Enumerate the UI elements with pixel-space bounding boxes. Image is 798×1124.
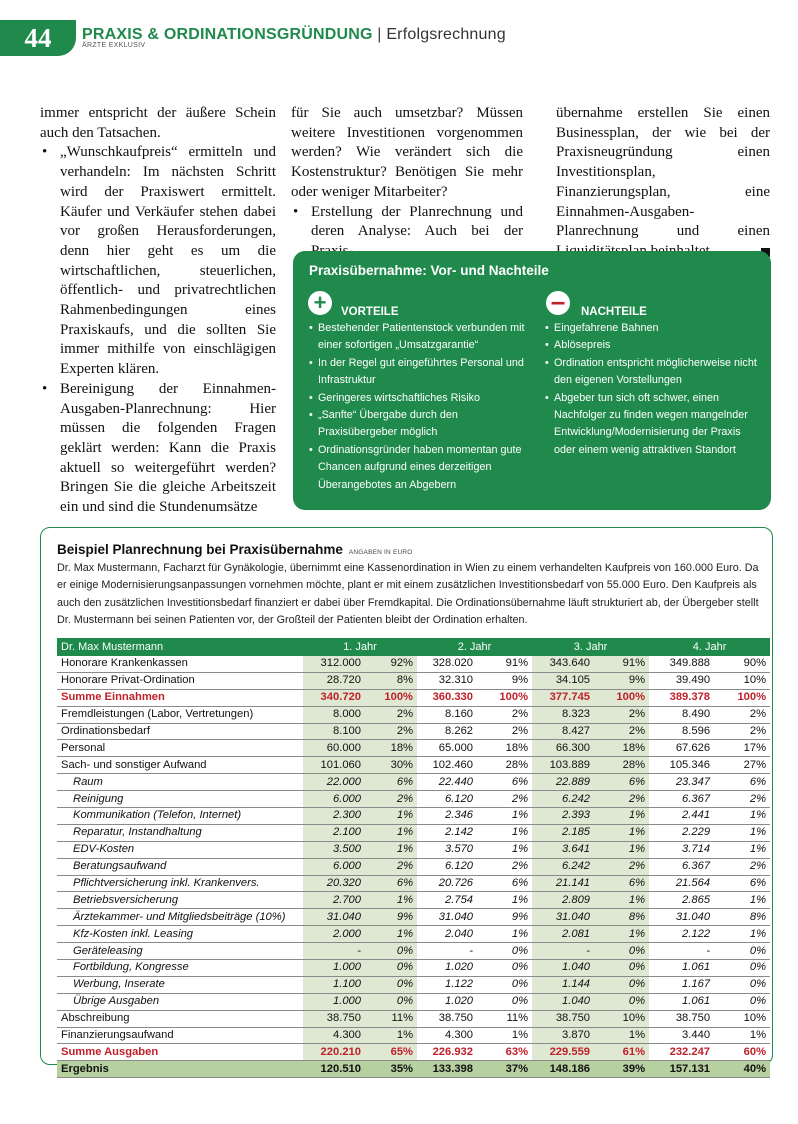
- amount-cell: 312.000: [303, 656, 365, 672]
- percent-cell: 35%: [365, 1061, 417, 1078]
- row-label: Geräteleasing: [57, 943, 303, 960]
- percent-cell: 1%: [477, 892, 532, 909]
- amount-cell: 34.105: [532, 672, 594, 689]
- amount-cell: 67.626: [649, 740, 714, 757]
- percent-cell: 2%: [594, 791, 649, 808]
- percent-cell: 1%: [365, 841, 417, 858]
- percent-cell: 9%: [594, 672, 649, 689]
- amount-cell: 2.142: [417, 824, 477, 841]
- percent-cell: 2%: [477, 706, 532, 723]
- row-label: Personal: [57, 740, 303, 757]
- amount-cell: 2.122: [649, 926, 714, 943]
- percent-cell: 100%: [365, 689, 417, 706]
- unit-note: ANGABEN IN EURO: [348, 549, 413, 556]
- row-label: Finanzierungsaufwand: [57, 1027, 303, 1044]
- paragraph: immer entspricht der äußere Schein auch den Tatsachen.: [40, 105, 276, 141]
- example-intro: Dr. Max Mustermann, Facharzt für Gynäkologie, übernimmt eine Kassenordination in Wien zu einem verhandelten Kaufpreis von 160.000 Euro. Da er einige Modernisierungsanpassungen vornehmen möchte, plant er mit einem zusätzlichen Investitionsbedarf von 55.000 Euro. Den Kaufpreis als auch den zusätzlichen Investitionsbedarf finanziert er dabei über Fremdkapital. Die Ordinationsübernahme läuft strukturiert ab, der Übergeber stellt Dr. Mustermann bei seinen Patienten vor, der Großteil der Patienten bleibt der Ordination erhalten.: [57, 562, 759, 626]
- amount-cell: 6.000: [303, 791, 365, 808]
- amount-cell: 22.440: [417, 774, 477, 791]
- percent-cell: 1%: [594, 926, 649, 943]
- percent-cell: 39%: [594, 1061, 649, 1078]
- row-label: Honorare Krankenkassen: [57, 656, 303, 672]
- percent-cell: 91%: [477, 656, 532, 672]
- percent-cell: 28%: [477, 757, 532, 774]
- amount-cell: 21.141: [532, 875, 594, 892]
- header-tagline: ÄRZTE EXKLUSIV: [82, 42, 146, 49]
- percent-cell: 9%: [477, 672, 532, 689]
- amount-cell: 38.750: [417, 1010, 477, 1027]
- amount-cell: 1.061: [649, 960, 714, 977]
- percent-cell: 1%: [714, 1027, 770, 1044]
- amount-cell: 1.040: [532, 960, 594, 977]
- amount-cell: 3.440: [649, 1027, 714, 1044]
- amount-cell: 3.641: [532, 841, 594, 858]
- percent-cell: 2%: [594, 858, 649, 875]
- row-label: Übrige Ausgaben: [57, 993, 303, 1010]
- row-label: Honorare Privat-Ordination: [57, 672, 303, 689]
- amount-cell: 340.720: [303, 689, 365, 706]
- table-row: [57, 808, 770, 825]
- amount-cell: 3.870: [532, 1027, 594, 1044]
- row-label: Reinigung: [57, 791, 303, 808]
- percent-cell: 9%: [365, 909, 417, 926]
- percent-cell: 1%: [714, 824, 770, 841]
- amount-cell: 157.131: [649, 1061, 714, 1078]
- percent-cell: 1%: [477, 808, 532, 825]
- table-row: [57, 841, 770, 858]
- percent-cell: 2%: [714, 791, 770, 808]
- paragraph: [556, 104, 770, 262]
- amount-cell: 8.160: [417, 706, 477, 723]
- table-row: [57, 993, 770, 1010]
- amount-cell: 3.714: [649, 841, 714, 858]
- percent-cell: 0%: [714, 960, 770, 977]
- percent-cell: 0%: [594, 976, 649, 993]
- header-section: Erfolgsrechnung: [386, 26, 506, 43]
- percent-cell: 1%: [477, 841, 532, 858]
- percent-cell: 2%: [477, 858, 532, 875]
- table-row: [57, 858, 770, 875]
- row-label: Kommunikation (Telefon, Internet): [57, 808, 303, 825]
- table-row: [57, 1027, 770, 1044]
- amount-cell: 8.000: [303, 706, 365, 723]
- table-row: [57, 976, 770, 993]
- percent-cell: 1%: [594, 808, 649, 825]
- table-row: [57, 791, 770, 808]
- percent-cell: 8%: [365, 672, 417, 689]
- percent-cell: 100%: [714, 689, 770, 706]
- row-label: Betriebsversicherung: [57, 892, 303, 909]
- percent-cell: 90%: [714, 656, 770, 672]
- amount-cell: 65.000: [417, 740, 477, 757]
- percent-cell: 1%: [594, 841, 649, 858]
- table-row: [57, 875, 770, 892]
- amount-cell: 3.570: [417, 841, 477, 858]
- percent-cell: 6%: [714, 875, 770, 892]
- percent-cell: 10%: [714, 1010, 770, 1027]
- table-row: [57, 723, 770, 740]
- amount-cell: 101.060: [303, 757, 365, 774]
- amount-cell: 2.809: [532, 892, 594, 909]
- amount-cell: 389.378: [649, 689, 714, 706]
- percent-cell: 18%: [594, 740, 649, 757]
- percent-cell: 6%: [714, 774, 770, 791]
- amount-cell: 2.081: [532, 926, 594, 943]
- amount-cell: 6.000: [303, 858, 365, 875]
- amount-cell: 343.640: [532, 656, 594, 672]
- con-item: • Ordination entspricht möglicherweise nicht den eigenen Vorstellungen: [545, 355, 761, 390]
- table-row: [57, 774, 770, 791]
- percent-cell: 2%: [477, 723, 532, 740]
- amount-cell: 31.040: [417, 909, 477, 926]
- percent-cell: 0%: [365, 960, 417, 977]
- percent-cell: 11%: [477, 1010, 532, 1027]
- amount-cell: 1.122: [417, 976, 477, 993]
- percent-cell: 1%: [714, 926, 770, 943]
- plus-circle-icon: +: [308, 291, 332, 315]
- percent-cell: 1%: [365, 892, 417, 909]
- amount-cell: 66.300: [532, 740, 594, 757]
- percent-cell: 1%: [477, 1027, 532, 1044]
- row-label: Ärztekammer- und Mitgliedsbeiträge (10%): [57, 909, 303, 926]
- amount-cell: 103.889: [532, 757, 594, 774]
- list-item: • „Wunschkaufpreis“ ermitteln und verhandeln: Im nächsten Schritt wird der Praxiswert ermittelt. Käufer und Verkäufer stehen dabei vor großen Herausforderungen, denn hier geht es um die wirtschaftlichen, steuerlichen, öffentlich- und privatrechtlichen Rahmenbedingungen eines Praxiskaufs, und die sollten Sie immer mithilfe von einschlägigen Experten klären.: [40, 143, 276, 379]
- column-header: 1. Jahr: [303, 638, 417, 656]
- percent-cell: 100%: [594, 689, 649, 706]
- amount-cell: 377.745: [532, 689, 594, 706]
- percent-cell: 1%: [365, 926, 417, 943]
- amount-cell: 2.300: [303, 808, 365, 825]
- amount-cell: -: [303, 943, 365, 960]
- amount-cell: 20.320: [303, 875, 365, 892]
- amount-cell: 6.120: [417, 791, 477, 808]
- amount-cell: 8.596: [649, 723, 714, 740]
- percent-cell: 100%: [477, 689, 532, 706]
- percent-cell: 60%: [714, 1044, 770, 1061]
- percent-cell: 37%: [477, 1061, 532, 1078]
- article-column-3: [556, 104, 770, 262]
- con-item: • Abgeber tun sich oft schwer, einen Nachfolger zu finden wegen mangelnder Entwicklung/Modernisierung der Praxis oder einem wenig attraktiven Standort: [545, 390, 761, 460]
- pro-item: • Geringeres wirtschaftliches Risiko: [309, 390, 531, 407]
- percent-cell: 0%: [365, 943, 417, 960]
- pros-heading: VORTEILE: [341, 306, 399, 318]
- amount-cell: 38.750: [532, 1010, 594, 1027]
- amount-cell: 4.300: [417, 1027, 477, 1044]
- percent-cell: 0%: [477, 960, 532, 977]
- amount-cell: 120.510: [303, 1061, 365, 1078]
- percent-cell: 10%: [714, 672, 770, 689]
- pros-list: [309, 320, 531, 494]
- amount-cell: 8.262: [417, 723, 477, 740]
- percent-cell: 1%: [714, 892, 770, 909]
- amount-cell: -: [649, 943, 714, 960]
- table-row: [57, 740, 770, 757]
- amount-cell: 1.100: [303, 976, 365, 993]
- percent-cell: 2%: [714, 858, 770, 875]
- percent-cell: 2%: [714, 723, 770, 740]
- percent-cell: 2%: [594, 706, 649, 723]
- cons-heading: NACHTEILE: [581, 306, 647, 318]
- amount-cell: 6.367: [649, 858, 714, 875]
- percent-cell: 1%: [365, 808, 417, 825]
- amount-cell: 102.460: [417, 757, 477, 774]
- row-label: Ordinationsbedarf: [57, 723, 303, 740]
- amount-cell: 22.000: [303, 774, 365, 791]
- percent-cell: 2%: [365, 791, 417, 808]
- sum-row: [57, 689, 770, 706]
- row-label: Summe Einnahmen: [57, 689, 303, 706]
- percent-cell: 6%: [594, 774, 649, 791]
- percent-cell: 0%: [594, 960, 649, 977]
- amount-cell: 6.367: [649, 791, 714, 808]
- pro-item: • „Sanfte“ Übergabe durch den Praxisübergeber möglich: [309, 407, 531, 442]
- percent-cell: 6%: [477, 774, 532, 791]
- amount-cell: 2.229: [649, 824, 714, 841]
- percent-cell: 27%: [714, 757, 770, 774]
- percent-cell: 8%: [594, 909, 649, 926]
- percent-cell: 1%: [365, 1027, 417, 1044]
- amount-cell: 2.000: [303, 926, 365, 943]
- amount-cell: 8.100: [303, 723, 365, 740]
- percent-cell: 1%: [714, 808, 770, 825]
- amount-cell: 1.000: [303, 960, 365, 977]
- percent-cell: 2%: [365, 858, 417, 875]
- table-row: [57, 656, 770, 672]
- percent-cell: 10%: [594, 1010, 649, 1027]
- amount-cell: 2.441: [649, 808, 714, 825]
- table-row: [57, 943, 770, 960]
- row-label: Abschreibung: [57, 1010, 303, 1027]
- amount-cell: 2.040: [417, 926, 477, 943]
- header-separator: |: [372, 26, 387, 43]
- row-label: Ergebnis: [57, 1061, 303, 1078]
- percent-cell: 0%: [365, 976, 417, 993]
- con-item: • Ablösepreis: [545, 337, 761, 354]
- amount-cell: 60.000: [303, 740, 365, 757]
- header-title: PRAXIS & ORDINATIONSGRÜNDUNG: [82, 26, 373, 43]
- amount-cell: 1.040: [532, 993, 594, 1010]
- page-header: [82, 26, 782, 49]
- amount-cell: -: [417, 943, 477, 960]
- amount-cell: 1.020: [417, 993, 477, 1010]
- percent-cell: 9%: [477, 909, 532, 926]
- amount-cell: 39.490: [649, 672, 714, 689]
- paragraph-text: übernahme erstellen Sie einen Businessplan, der wie bei der Praxisneugründung einen Investitionsplan, Finanzierungsplan, eine Einnahmen-Ausgaben-Planrechnung und einen: [556, 105, 770, 240]
- percent-cell: 2%: [365, 706, 417, 723]
- amount-cell: 1.144: [532, 976, 594, 993]
- amount-cell: 2.393: [532, 808, 594, 825]
- percent-cell: 0%: [594, 993, 649, 1010]
- percent-cell: 1%: [365, 824, 417, 841]
- percent-cell: 11%: [365, 1010, 417, 1027]
- amount-cell: 8.490: [649, 706, 714, 723]
- example-title: [57, 542, 413, 557]
- list-item: • Erstellung der Planrechnung und deren Analyse: Auch bei der: [291, 203, 523, 262]
- percent-cell: 0%: [594, 943, 649, 960]
- percent-cell: 2%: [365, 723, 417, 740]
- percent-cell: 1%: [594, 892, 649, 909]
- pro-item: • Bestehender Patientenstock verbunden mit einer sofortigen „Umsatzgarantie“: [309, 320, 531, 355]
- percent-cell: 0%: [365, 993, 417, 1010]
- con-item: • Eingefahrene Bahnen: [545, 320, 761, 337]
- amount-cell: 1.020: [417, 960, 477, 977]
- amount-cell: 6.242: [532, 858, 594, 875]
- page-number: 44: [0, 20, 76, 56]
- list-item: • Bereinigung der Einnahmen-Ausgaben-Planrechnung: Hier müssen die folgenden Fragen geklärt werden: Kann die Praxis aktuell so weitergeführt werden? Bringen Sie die gleiche Arbeitszeit ein und sind die Stundenumsätze: [40, 380, 276, 518]
- percent-cell: 6%: [365, 875, 417, 892]
- row-label: Fortbildung, Kongresse: [57, 960, 303, 977]
- amount-cell: 38.750: [303, 1010, 365, 1027]
- amount-cell: 6.120: [417, 858, 477, 875]
- table-row: [57, 909, 770, 926]
- percent-cell: 6%: [365, 774, 417, 791]
- amount-cell: 20.726: [417, 875, 477, 892]
- percent-cell: 0%: [477, 993, 532, 1010]
- column-header: Dr. Max Mustermann: [57, 638, 303, 656]
- table-row: [57, 757, 770, 774]
- percent-cell: 61%: [594, 1044, 649, 1061]
- amount-cell: 105.346: [649, 757, 714, 774]
- amount-cell: 148.186: [532, 1061, 594, 1078]
- pros-cons-box: [293, 251, 771, 510]
- percent-cell: 1%: [477, 824, 532, 841]
- paragraph: für Sie auch umsetzbar? Müssen weitere Investitionen vorgenommen werden? Wie verändert sich die Kostenstruktur? Benötigen Sie mehr oder weniger Mitarbeiter?: [291, 105, 523, 200]
- percent-cell: 0%: [477, 976, 532, 993]
- row-label: Raum: [57, 774, 303, 791]
- column-header: 4. Jahr: [649, 638, 770, 656]
- column-header: 3. Jahr: [532, 638, 649, 656]
- percent-cell: 30%: [365, 757, 417, 774]
- percent-cell: 65%: [365, 1044, 417, 1061]
- article-column-1: [40, 104, 276, 518]
- amount-cell: 31.040: [303, 909, 365, 926]
- amount-cell: 2.754: [417, 892, 477, 909]
- percent-cell: 92%: [365, 656, 417, 672]
- row-label: Reparatur, Instandhaltung: [57, 824, 303, 841]
- cons-list: [545, 320, 761, 459]
- percent-cell: 8%: [714, 909, 770, 926]
- row-label: Kfz-Kosten inkl. Leasing: [57, 926, 303, 943]
- percent-cell: 1%: [594, 824, 649, 841]
- amount-cell: 226.932: [417, 1044, 477, 1061]
- table-row: [57, 706, 770, 723]
- plan-table: [57, 638, 770, 1078]
- percent-cell: 0%: [477, 943, 532, 960]
- percent-cell: 0%: [714, 976, 770, 993]
- amount-cell: 133.398: [417, 1061, 477, 1078]
- amount-cell: 2.185: [532, 824, 594, 841]
- box-title: Praxisübernahme: Vor- und Nachteile: [309, 263, 549, 278]
- percent-cell: 17%: [714, 740, 770, 757]
- row-label: Summe Ausgaben: [57, 1044, 303, 1061]
- amount-cell: 2.100: [303, 824, 365, 841]
- amount-cell: -: [532, 943, 594, 960]
- row-label: EDV-Kosten: [57, 841, 303, 858]
- percent-cell: 18%: [477, 740, 532, 757]
- article-column-2: [291, 104, 523, 262]
- amount-cell: 3.500: [303, 841, 365, 858]
- table-body: [57, 656, 770, 1078]
- amount-cell: 6.242: [532, 791, 594, 808]
- percent-cell: 91%: [594, 656, 649, 672]
- percent-cell: 0%: [714, 943, 770, 960]
- amount-cell: 2.865: [649, 892, 714, 909]
- table-row: [57, 1010, 770, 1027]
- amount-cell: 360.330: [417, 689, 477, 706]
- table-row: [57, 926, 770, 943]
- percent-cell: 6%: [477, 875, 532, 892]
- example-title-text: Beispiel Planrechnung bei Praxisübernahme: [57, 542, 343, 557]
- percent-cell: 63%: [477, 1044, 532, 1061]
- bullet-list: [40, 143, 276, 517]
- amount-cell: 328.020: [417, 656, 477, 672]
- amount-cell: 349.888: [649, 656, 714, 672]
- amount-cell: 220.210: [303, 1044, 365, 1061]
- row-label: Pflichtversicherung inkl. Krankenvers.: [57, 875, 303, 892]
- column-header: 2. Jahr: [417, 638, 532, 656]
- percent-cell: 1%: [714, 841, 770, 858]
- minus-circle-icon: –: [546, 291, 570, 315]
- amount-cell: 38.750: [649, 1010, 714, 1027]
- amount-cell: 2.346: [417, 808, 477, 825]
- table-row: [57, 960, 770, 977]
- amount-cell: 2.700: [303, 892, 365, 909]
- percent-cell: 2%: [594, 723, 649, 740]
- amount-cell: 232.247: [649, 1044, 714, 1061]
- amount-cell: 4.300: [303, 1027, 365, 1044]
- table-header-row: [57, 638, 770, 656]
- row-label: Sach- und sonstiger Aufwand: [57, 757, 303, 774]
- percent-cell: 0%: [714, 993, 770, 1010]
- row-label: Fremdleistungen (Labor, Vertretungen): [57, 706, 303, 723]
- amount-cell: 1.061: [649, 993, 714, 1010]
- amount-cell: 28.720: [303, 672, 365, 689]
- percent-cell: 6%: [594, 875, 649, 892]
- table-row: [57, 892, 770, 909]
- amount-cell: 1.167: [649, 976, 714, 993]
- percent-cell: 40%: [714, 1061, 770, 1078]
- result-row: [57, 1061, 770, 1078]
- percent-cell: 1%: [594, 1027, 649, 1044]
- row-label: Werbung, Inserate: [57, 976, 303, 993]
- amount-cell: 32.310: [417, 672, 477, 689]
- percent-cell: 28%: [594, 757, 649, 774]
- table-row: [57, 824, 770, 841]
- percent-cell: 2%: [714, 706, 770, 723]
- amount-cell: 22.889: [532, 774, 594, 791]
- amount-cell: 31.040: [649, 909, 714, 926]
- amount-cell: 8.427: [532, 723, 594, 740]
- table-row: [57, 672, 770, 689]
- row-label: Beratungsaufwand: [57, 858, 303, 875]
- amount-cell: 23.347: [649, 774, 714, 791]
- amount-cell: 31.040: [532, 909, 594, 926]
- amount-cell: 8.323: [532, 706, 594, 723]
- example-calculation-box: [40, 527, 773, 1075]
- sum-row: [57, 1044, 770, 1061]
- pro-item: • Ordinationsgründer haben momentan gute Chancen aufgrund eines derzeitigen Überangebotes an Abgebern: [309, 442, 531, 494]
- amount-cell: 1.000: [303, 993, 365, 1010]
- percent-cell: 18%: [365, 740, 417, 757]
- amount-cell: 21.564: [649, 875, 714, 892]
- percent-cell: 1%: [477, 926, 532, 943]
- pro-item: • In der Regel gut eingeführtes Personal und Infrastruktur: [309, 355, 531, 390]
- percent-cell: 2%: [477, 791, 532, 808]
- amount-cell: 229.559: [532, 1044, 594, 1061]
